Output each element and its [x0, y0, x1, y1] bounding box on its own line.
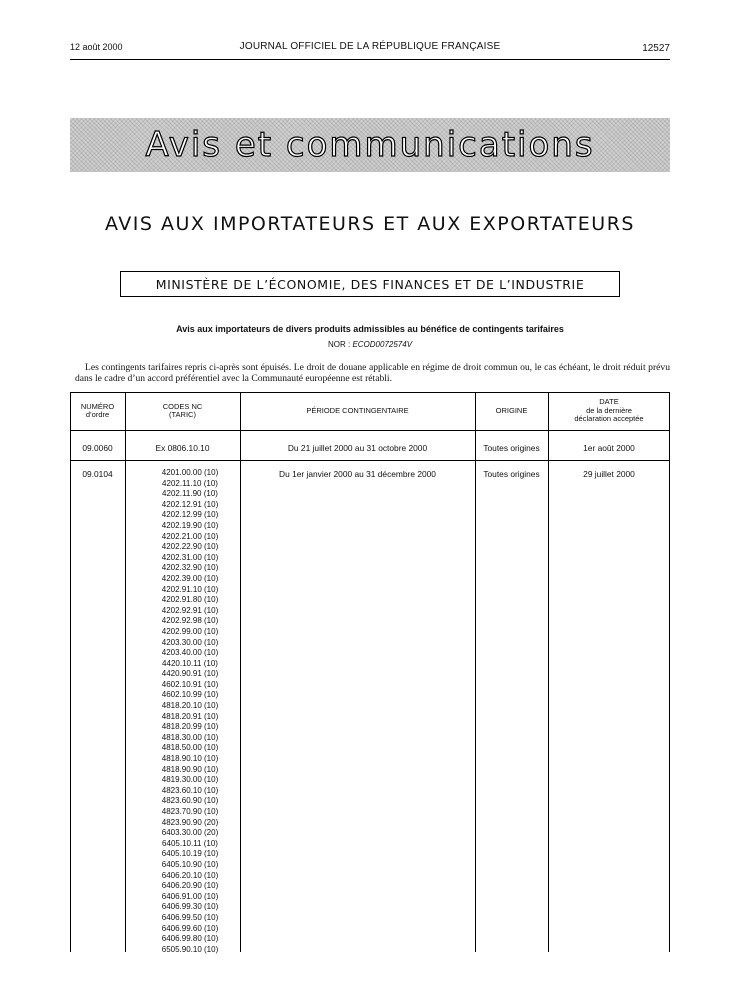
nc-code: 4818.90.90 (10) — [161, 764, 219, 774]
nc-code: 4202.19.90 (10) — [161, 520, 219, 530]
nc-code: 6406.99.50 (10) — [161, 912, 219, 922]
nor-code: ECOD0072574V — [352, 340, 413, 349]
notice-title: Avis aux importateurs de divers produits admissibles au bénéfice de contingents tarifaires — [176, 324, 564, 334]
nc-code: 4818.20.10 (10) — [161, 701, 219, 711]
nc-code: 4202.12.99 (10) — [161, 510, 219, 520]
nc-code: 4203.40.00 (10) — [161, 648, 219, 658]
row1-codes: Ex 0806.10.10 — [155, 443, 210, 453]
nc-code: 4202.12.91 (10) — [161, 499, 219, 509]
running-header — [70, 41, 670, 59]
nc-code: 6403.30.00 (20) — [161, 828, 219, 838]
nc-code: 6505.90.10 (10) — [161, 944, 219, 954]
nc-code: 4818.90.10 (10) — [161, 754, 219, 764]
section-banner — [70, 118, 670, 172]
header-date-line3: déclaration acceptée — [574, 414, 644, 424]
nc-code: 6406.99.60 (10) — [161, 923, 219, 933]
row2-codes-list — [142, 468, 238, 955]
nc-code: 6406.20.90 (10) — [161, 881, 219, 891]
header-date — [548, 392, 670, 430]
row1-numero: 09.0060 — [82, 443, 113, 453]
header-date: 12 août 2000 — [70, 42, 123, 52]
header-origine: ORIGINE — [495, 405, 528, 415]
nc-code: 4202.22.90 (10) — [161, 542, 219, 552]
banner-title: Avis et communications — [145, 125, 595, 165]
row2-numero: 09.0104 — [82, 469, 113, 479]
nc-code: 4202.91.10 (10) — [161, 584, 219, 594]
header-codes-line1: CODES NC — [162, 401, 203, 411]
row-divider — [70, 460, 670, 461]
nc-code: 6406.91.00 (10) — [161, 891, 219, 901]
section-title: AVIS AUX IMPORTATEURS ET AUX EXPORTATEURS — [105, 213, 635, 235]
header-date-line1: DATE — [599, 397, 619, 407]
nc-code: 4201.00.00 (10) — [161, 468, 219, 477]
nc-code: 4202.21.00 (10) — [161, 531, 219, 541]
header-divider — [70, 430, 670, 431]
nor-reference — [70, 340, 670, 349]
ministry-box: MINISTÈRE DE L’ÉCONOMIE, DES FINANCES ET DE L’INDUSTRIE — [120, 271, 620, 297]
nc-code: 4202.31.00 (10) — [161, 552, 219, 562]
nc-code: 4202.32.90 (10) — [161, 563, 219, 573]
header-numero-line1: NUMÉRO — [80, 401, 115, 411]
quota-table — [70, 392, 670, 952]
nc-code: 4420.10.11 (10) — [162, 658, 218, 668]
nc-code: 4818.30.00 (10) — [161, 732, 219, 742]
header-rule — [70, 59, 670, 60]
nc-code: 4818.20.91 (10) — [161, 711, 219, 721]
nc-code: 4203.30.00 (10) — [161, 637, 219, 647]
nc-code: 4202.92.98 (10) — [161, 616, 219, 626]
nc-code: 6406.99.30 (10) — [161, 902, 219, 912]
nc-code: 4823.90.90 (20) — [161, 817, 219, 827]
nc-code: 4202.39.00 (10) — [161, 573, 219, 583]
row2-origine: Toutes origines — [483, 469, 540, 479]
nor-label: NOR : — [327, 340, 351, 349]
nc-code: 4818.50.00 (10) — [161, 743, 219, 753]
row2-periode: Du 1er janvier 2000 au 31 décembre 2000 — [279, 469, 436, 479]
nc-code: 4202.99.00 (10) — [161, 626, 219, 636]
page-number: 12527 — [642, 43, 670, 54]
intro-paragraph: Les contingents tarifaires repris ci-après sont épuisés. Le droit de douane applicable en régime de droit commun ou, le cas échéant, le droit réduit prévu dans le cadre d’un accord préférentiel avec la Communauté européenne est rétabli. — [75, 362, 670, 384]
nc-code: 6405.10.90 (10) — [161, 859, 219, 869]
nc-code: 6406.20.10 (10) — [161, 870, 219, 880]
nc-code: 4202.92.91 (10) — [161, 605, 219, 615]
nc-code: 6405.10.11 (10) — [162, 838, 218, 848]
nc-code: 4202.11.90 (10) — [162, 489, 218, 499]
nc-code: 4202.11.10 (10) — [162, 478, 218, 488]
journal-title: JOURNAL OFFICIEL DE LA RÉPUBLIQUE FRANÇAISE — [239, 41, 501, 52]
header-codes — [125, 392, 240, 430]
row1-date: 1er août 2000 — [583, 443, 635, 453]
header-numero — [70, 392, 125, 430]
nc-code: 4602.10.91 (10) — [161, 679, 219, 689]
column-divider — [125, 392, 126, 952]
nc-code: 4823.60.90 (10) — [161, 796, 219, 806]
nc-code: 4823.60.10 (10) — [161, 785, 219, 795]
row2-date: 29 juillet 2000 — [583, 469, 635, 479]
row1-origine: Toutes origines — [483, 443, 540, 453]
header-periode: PÉRIODE CONTINGENTAIRE — [306, 405, 409, 415]
row1-periode: Du 21 juillet 2000 au 31 octobre 2000 — [287, 443, 428, 453]
nc-code: 4819.30.00 (10) — [161, 775, 219, 785]
nc-code: 4818.20.99 (10) — [161, 722, 219, 732]
nc-code: 4420.90.91 (10) — [161, 669, 219, 679]
header-codes-line2: (TARIC) — [169, 410, 196, 419]
header-numero-line2: d’ordre — [85, 410, 110, 419]
nc-code: 4823.70.90 (10) — [161, 807, 219, 816]
header-date-line2: de la dernière — [586, 405, 632, 415]
nc-code: 6405.10.19 (10) — [161, 849, 219, 859]
nc-code: 4202.91.80 (10) — [161, 595, 219, 605]
nc-code: 4602.10.99 (10) — [161, 690, 219, 700]
nc-code: 6406.99.80 (10) — [161, 934, 219, 944]
